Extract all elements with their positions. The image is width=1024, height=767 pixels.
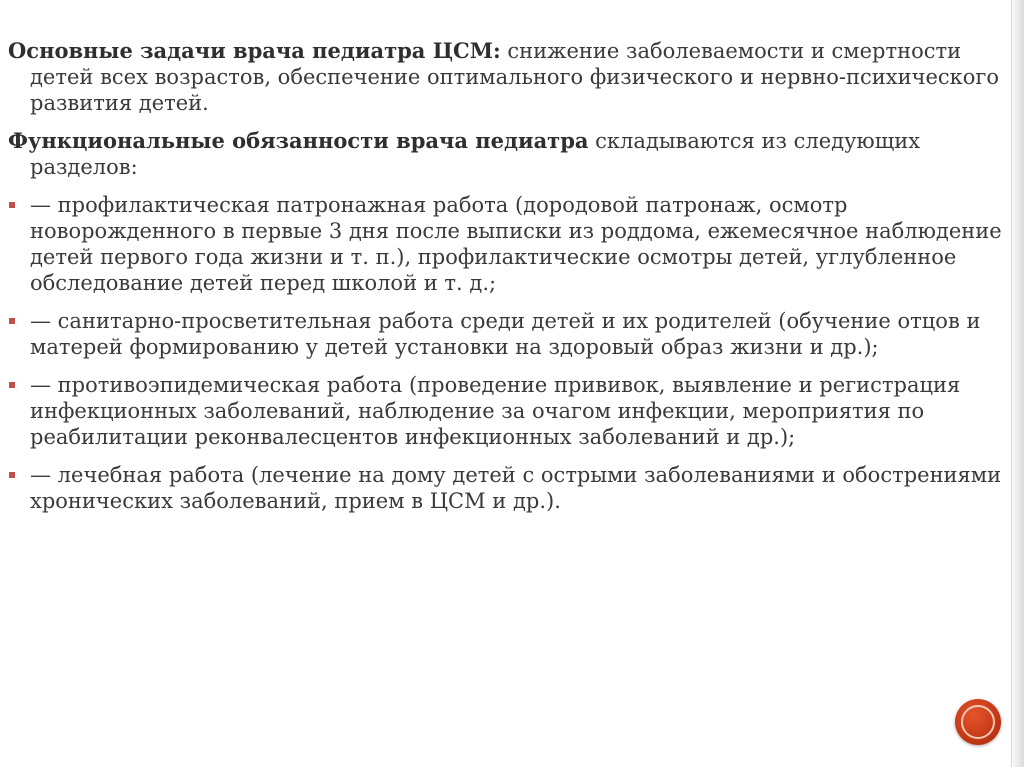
duties-text: складываются из следующих разделов: xyxy=(30,129,921,179)
slide-edge-line xyxy=(1011,0,1012,767)
slide-edge-shadow xyxy=(1010,0,1024,767)
tasks-paragraph xyxy=(8,38,1004,116)
list-item xyxy=(8,372,1004,450)
duties-heading: Функциональные обязанности врача педиатра xyxy=(8,128,589,153)
list-item-text: — лечебная работа (лечение на дому детей с острыми заболеваниями и обострениями хронических заболеваний, прием в ЦСМ и др.). xyxy=(30,463,1002,513)
tasks-heading: Основные задачи врача педиатра ЦСМ: xyxy=(8,38,501,63)
square-bullet-icon xyxy=(9,318,15,324)
tasks-text: снижение заболеваемости и смертности детей всех возрастов, обеспечение оптимального физического и нервно-психического развития детей. xyxy=(30,39,1000,115)
list-item xyxy=(8,462,1004,514)
list-item-text: — профилактическая патронажная работа (дородовой патронаж, осмотр новорожденного в первые 3 дня после выписки из роддома, ежемесячное наблюдение детей первого года жизни и т. п.), профилактические осмотры детей, углубленное обследование детей перед школой и т. д.; xyxy=(30,193,1002,295)
list-item-text: — противоэпидемическая работа (проведение прививок, выявление и регистрация инфекционных заболеваний, наблюдение за очагом инфекции, мероприятия по реабилитации реконвалесцентов инфекционных заболеваний и др.); xyxy=(30,373,961,449)
logo-ring xyxy=(961,705,995,739)
square-bullet-icon xyxy=(9,472,15,478)
list-item-text: — санитарно-просветительная работа среди детей и их родителей (обучение отцов и матерей формированию у детей установки на здоровый образ жизни и др.); xyxy=(30,309,981,359)
square-bullet-icon xyxy=(9,382,15,388)
list-item xyxy=(8,308,1004,360)
slide-content xyxy=(8,38,1004,526)
list-item xyxy=(8,192,1004,296)
duties-paragraph xyxy=(8,128,1004,180)
red-circle-logo-icon xyxy=(955,699,1001,745)
square-bullet-icon xyxy=(9,202,15,208)
